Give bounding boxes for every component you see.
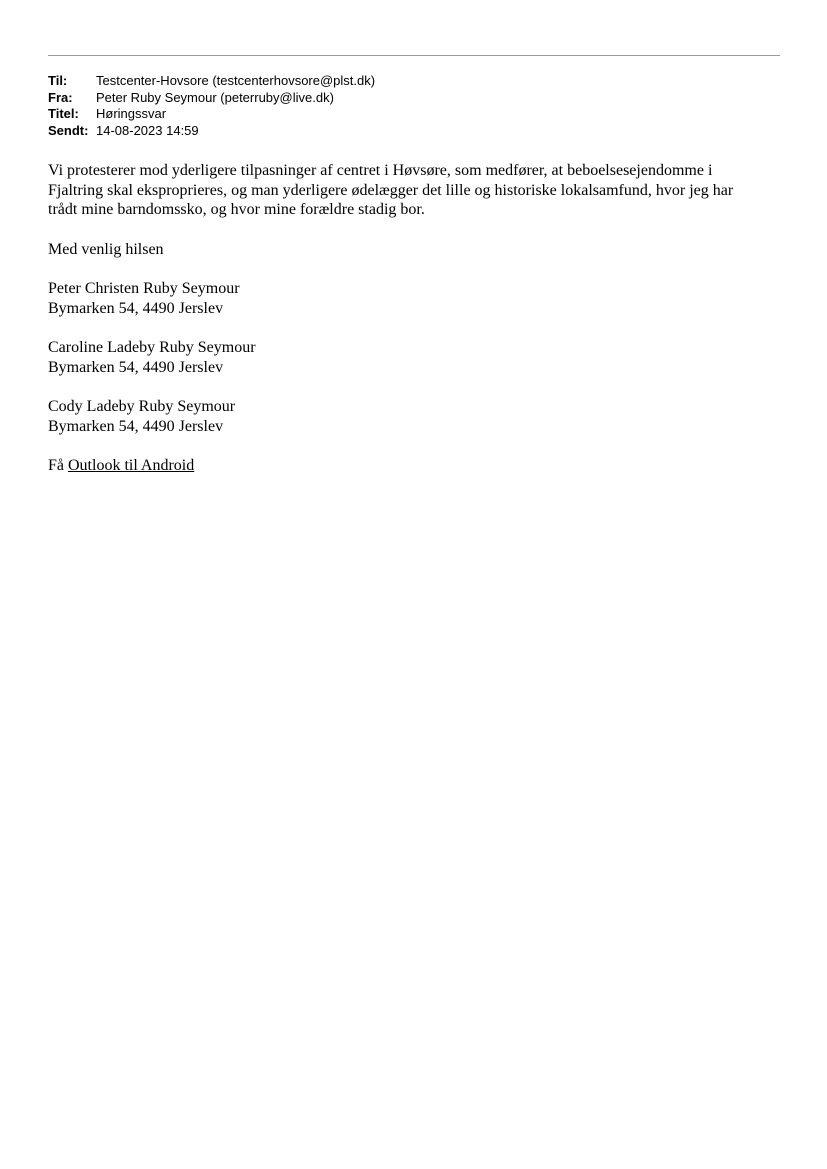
footer bbox=[48, 456, 783, 476]
from-label: Fra: bbox=[48, 89, 73, 105]
email-body bbox=[48, 161, 783, 496]
greeting-text: Med venlig hilsen bbox=[48, 240, 164, 258]
footer-line bbox=[48, 456, 783, 476]
message-line: Vi protesterer mod yderligere tilpasninger af centret i Høvsøre, som medfører, at beboelsesejendomme i bbox=[48, 162, 713, 179]
to-label: Til: bbox=[48, 73, 68, 88]
header-row-subject bbox=[48, 106, 375, 123]
signatory-address: Bymarken 54, 4490 Jerslev bbox=[48, 358, 224, 376]
signatory bbox=[48, 279, 783, 318]
signatory-address: Bymarken 54, 4490 Jerslev bbox=[48, 417, 224, 435]
signatory bbox=[48, 397, 783, 436]
subject-label: Titel: bbox=[48, 106, 79, 121]
signatory-name: Cody Ladeby Ruby Seymour bbox=[48, 398, 236, 415]
greeting bbox=[48, 240, 783, 260]
email-header bbox=[48, 73, 375, 139]
header-row-to bbox=[48, 73, 375, 90]
message-line: Fjaltring skal eksproprieres, og man yderligere ødelægger det lille og historiske lokalsamfund, hvor jeg har bbox=[48, 181, 734, 199]
message-line: trådt mine barndomssko, og hvor mine forældre stadig bor. bbox=[48, 201, 425, 218]
signatory-name: Peter Christen Ruby Seymour bbox=[48, 280, 240, 297]
header-row-from bbox=[48, 90, 375, 107]
subject-value: Høringssvar bbox=[96, 106, 167, 121]
signatory-address: Bymarken 54, 4490 Jerslev bbox=[48, 299, 224, 317]
sent-value: 14-08-2023 14:59 bbox=[96, 122, 199, 138]
message-paragraph bbox=[48, 161, 783, 220]
outlook-android-link[interactable]: Outlook til Android bbox=[68, 457, 195, 474]
footer-prefix: Få bbox=[48, 457, 68, 474]
signatory bbox=[48, 338, 783, 377]
signatory-name: Caroline Ladeby Ruby Seymour bbox=[48, 339, 256, 356]
header-row-sent bbox=[48, 123, 375, 140]
to-value: Testcenter-Hovsore (testcenterhovsore@plst.dk) bbox=[96, 73, 376, 88]
from-value: Peter Ruby Seymour (peterruby@live.dk) bbox=[96, 89, 334, 105]
header-divider bbox=[48, 55, 780, 56]
sent-label: Sendt: bbox=[48, 122, 89, 138]
